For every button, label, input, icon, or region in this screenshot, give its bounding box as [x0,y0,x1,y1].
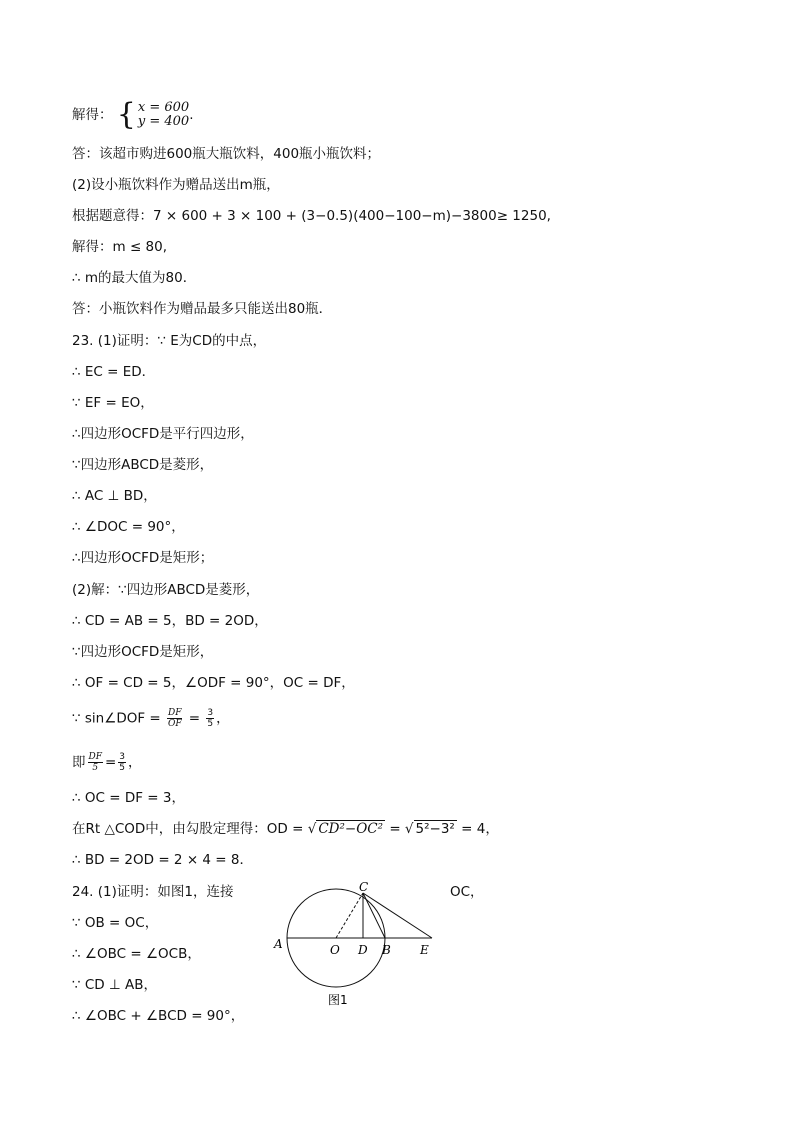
geometry-figure-1 [270,880,450,1010]
label-B: B [382,943,391,957]
label-D: D [358,943,368,957]
brace-glyph: { [116,97,136,132]
problem-24-header-tail: OC， [450,884,484,900]
proof-line: ∴ OC = DF = 3， [72,790,185,806]
pythagoras-line: 在Rt △COD中，由勾股定理得：OD = √ CD²−OC² = √ 5²−3² = 4， [72,821,499,837]
proof-line: ∴ BD = 2OD = 2 × 4 = 8． [72,852,253,868]
text-suffix: = 4， [461,821,499,837]
fraction-denominator: OF [167,719,182,729]
answer-line-2: 答：小瓶饮料作为赠品最多只能送出80瓶． [72,301,333,317]
fraction-denominator: 5 [92,763,99,773]
answer-line-1: 答：该超市购进600瓶大瓶饮料，400瓶小瓶饮料； [72,146,381,162]
text-suffix: ， [128,754,142,771]
proof-line: ∵ CD ⊥ AB， [72,977,158,993]
sine-line [72,708,230,729]
label-E: E [420,943,429,957]
solve-line: 解得：m ≤ 80, [72,239,168,255]
fraction [206,708,214,729]
part2-setup: (2)设小瓶饮料作为赠品送出m瓶， [72,177,280,193]
text-prefix: 在Rt △COD中，由勾股定理得：OD = [72,821,304,837]
text-prefix: ∵ sin∠DOF = [72,710,161,727]
proof-line: ∴ EC = ED． [72,364,156,380]
fraction-numerator: 3 [207,708,214,718]
equals-sign: = [188,710,201,727]
proof-line: ∴ ∠DOC = 90°， [72,519,185,535]
equals-sign: = [389,821,401,837]
fraction-numerator: 3 [119,752,126,762]
proof-line: ∴ OF = CD = 5，∠ODF = 90°，OC = DF， [72,675,355,691]
fraction-denominator: 5 [119,763,126,773]
equals-sign: = [104,754,117,771]
equation-system [116,97,190,132]
fraction [118,752,126,773]
solution-line-system [72,97,194,132]
segment-CE [363,893,432,938]
proof-line: ∴四边形OCFD是平行四边形， [72,426,254,442]
fraction-numerator: DF [88,752,102,762]
label-C: C [359,880,369,894]
label-O: O [330,943,340,957]
text-suffix: . [189,107,194,123]
label-A: A [274,937,283,951]
proof-line: ∵四边形OCFD是矩形， [72,644,214,660]
text-prefix: 解得： [72,107,113,123]
ratio-line [72,752,142,773]
text-prefix: 即 [72,754,86,771]
radicand: CD²−OC² [318,821,384,837]
fraction-numerator: DF [168,708,182,718]
proof-line: ∵四边形ABCD是菱形， [72,457,214,473]
proof-line: ∵ OB = OC， [72,915,159,931]
segment-OC [336,893,363,938]
proof-line: ∴四边形OCFD是矩形； [72,550,214,566]
proof-line: ∵ EF = EO， [72,395,154,411]
proof-line: ∴ ∠OBC = ∠OCB， [72,946,201,962]
radicand: 5²−3² [415,821,455,837]
problem-24-header: 24. (1)证明：如图1，连接 [72,884,234,900]
equation-x: x = 600 [137,100,190,115]
inequality-line: 根据题意得：7 × 600 + 3 × 100 + (3−0.5)(400−100−m)−3800≥ 1250, [72,208,551,224]
text-suffix: ， [216,710,230,727]
part2-header: (2)解：∵四边形ABCD是菱形， [72,582,260,598]
problem-23-header: 23. (1)证明：∵ E为CD的中点， [72,333,267,349]
proof-line: ∴ AC ⊥ BD， [72,488,157,504]
figure-caption: 图1 [328,993,348,1007]
fraction [88,752,103,773]
fraction-denominator: 5 [207,719,214,729]
max-value-line: ∴ m的最大值为80． [72,270,197,286]
fraction [167,708,182,729]
proof-line: ∴ ∠OBC + ∠BCD = 90°， [72,1008,245,1024]
proof-line: ∴ CD = AB = 5，BD = 2OD， [72,613,268,629]
equation-y: y = 400 [137,114,190,129]
